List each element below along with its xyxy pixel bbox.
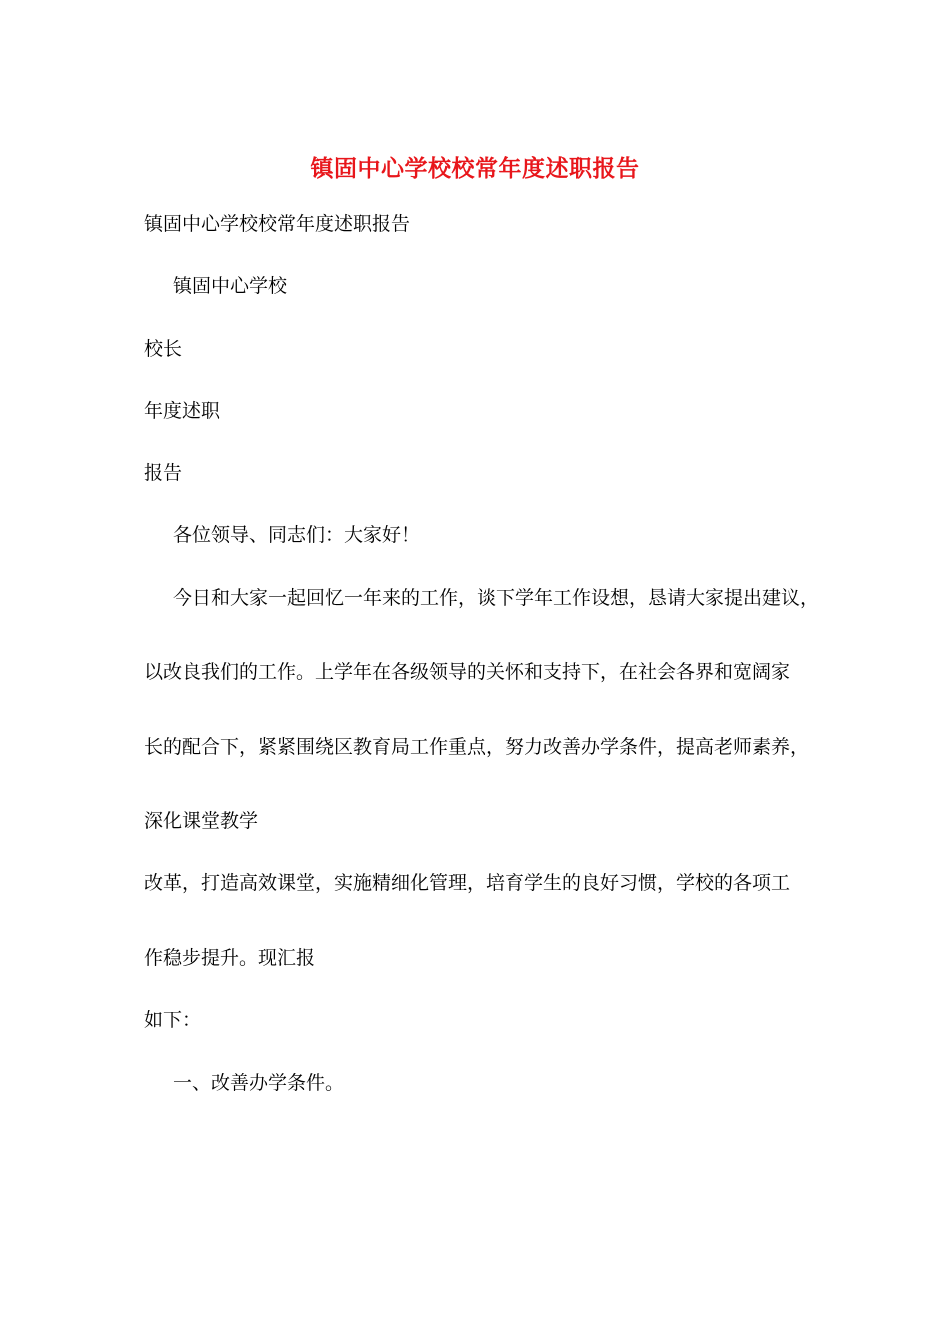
paragraph-greeting: 各位领导、同志们：大家好！ xyxy=(173,524,421,546)
document-title: 镇固中心学校校常年度述职报告 xyxy=(310,155,640,182)
paragraph-annual-report: 年度述职 xyxy=(144,400,221,422)
paragraph-body-line-5: 改革，打造高效课堂，实施精细化管理，培育学生的良好习惯，学校的各项工 xyxy=(144,872,791,894)
paragraph-body-line-4: 深化课堂教学 xyxy=(144,810,259,832)
section-heading-1: 一、改善办学条件。 xyxy=(173,1072,345,1094)
paragraph-report: 报告 xyxy=(144,462,183,484)
paragraph-as-follows: 如下： xyxy=(144,1009,202,1031)
paragraph-body-line-1: 今日和大家一起回忆一年来的工作，谈下学年工作设想，恳请大家提出建议， xyxy=(173,587,820,609)
paragraph-subtitle: 镇固中心学校校常年度述职报告 xyxy=(144,213,411,235)
paragraph-school-name: 镇固中心学校 xyxy=(173,275,288,297)
paragraph-body-line-6: 作稳步提升。现汇报 xyxy=(144,947,316,969)
paragraph-body-line-3: 长的配合下，紧紧围绕区教育局工作重点，努力改善办学条件，提高老师素养， xyxy=(144,736,810,758)
paragraph-body-line-2: 以改良我们的工作。上学年在各级领导的关怀和支持下，在社会各界和宽阔家 xyxy=(144,661,791,683)
paragraph-principal: 校长 xyxy=(144,338,183,360)
